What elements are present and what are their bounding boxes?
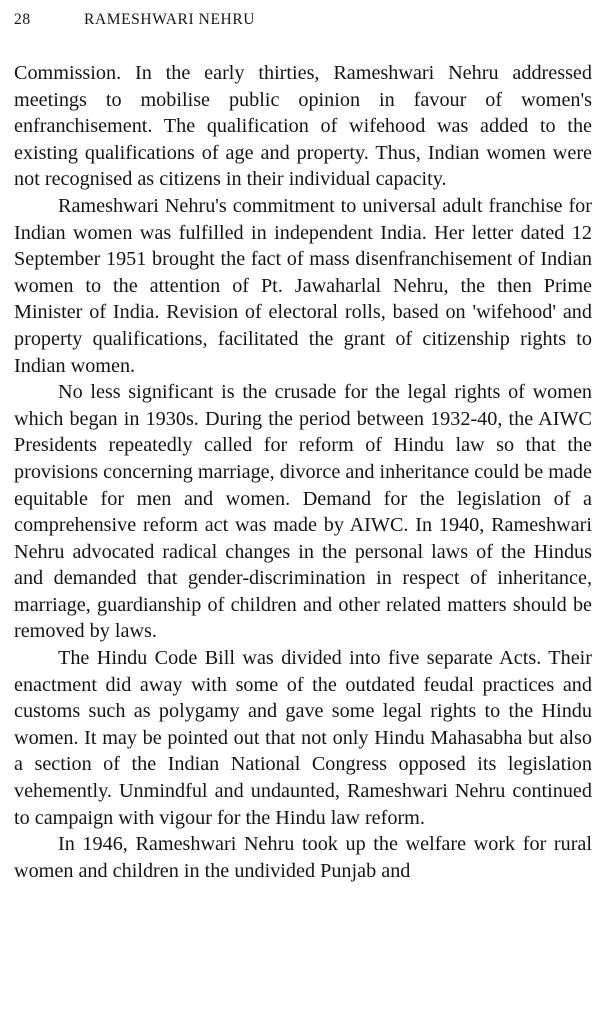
- paragraph-1: Commission. In the early thirties, Rameshwari Nehru addressed meetings to mobilise public opinion in favour of women's enfranchisement. The qualification of wifehood was added to the existing qualifications of age and property. Thus, Indian women were not recognised as citizens in their individual capacity.: [14, 62, 592, 191]
- book-title: RAMESHWARI NEHRU: [84, 11, 256, 28]
- paragraph-3: No less significant is the crusade for the legal rights of women which began in 1930s. During the period between 1932-40, the AIWC Presidents repeatedly called for reform of Hindu law so that the provisions concerning marriage, divorce and inheritance could be made equitable for men and women. Demand for the legislation of a comprehensive reform act was made by AIWC. In 1940, Rameshwari Nehru advocated radical changes in the personal laws of the Hindus and demanded that gender-discrimination in respect of inheritance, marriage, guardianship of children and other related matters should be removed by laws.: [14, 381, 592, 643]
- running-head: [14, 11, 255, 33]
- body-text: [14, 60, 592, 884]
- paragraph-4: The Hindu Code Bill was divided into five separate Acts. Their enactment did away with some of the outdated feudal practices and customs such as polygamy and gave some legal rights to the Hindu women. It may be pointed out that not only Hindu Mahasabha but also a section of the Indian National Congress opposed its legislation vehemently. Unmindful and undaunted, Rameshwari Nehru continued to campaign with vigour for the Hindu law reform.: [14, 647, 592, 829]
- paragraph-2: Rameshwari Nehru's commitment to universal adult franchise for Indian women was fulfilled in independent India. Her letter dated 12 September 1951 brought the fact of mass disenfranchisement of Indian women to the attention of Pt. Jawaharlal Nehru, the then Prime Minister of India. Revision of electoral rolls, based on 'wifehood' and property qualifications, facilitated the grant of citizenship rights to Indian women.: [14, 194, 592, 377]
- book-page: [14, 0, 592, 1013]
- paragraph-5: In 1946, Rameshwari Nehru took up the welfare work for rural women and children in the undivided Punjab and: [14, 833, 592, 882]
- page-number: 28: [14, 11, 31, 28]
